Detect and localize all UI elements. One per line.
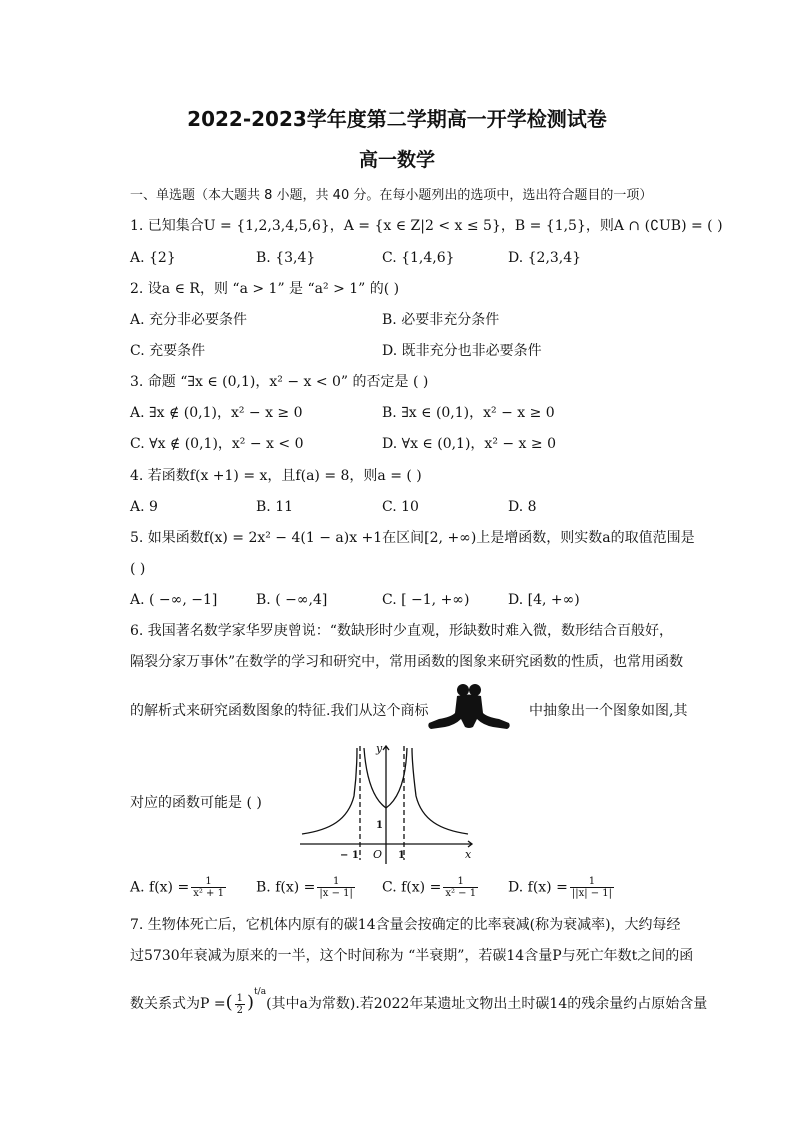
question-6-line-4: 对应的函数可能是 ( ) — [130, 795, 262, 811]
q2-option-d: D. 既非充分也非必要条件 — [382, 343, 542, 359]
tick-label-neg-one: − 1 — [340, 850, 359, 861]
question-4-stem: 4. 若函数f(x +1) = x，且f(a) = 8，则a = ( ) — [130, 468, 422, 484]
exam-title: 2022-2023学年度第二学期高一开学检测试卷 — [187, 107, 607, 131]
question-7-line-3: 数关系式为P =( $\frac{1}{2}$ )$^{t/a}$(其中a为常数).若2022年某遗址文物出土时碳14的残余量约占原始含量 — [130, 987, 708, 1016]
function-graph — [290, 740, 480, 866]
q5-option-a: A. ( −∞, −1] — [130, 592, 218, 608]
question-6-line-3a: 的解析式来研究函数图象的特征.我们从这个商标 — [130, 703, 429, 719]
exam-subject: 高一数学 — [358, 149, 435, 171]
curve-right-branch — [412, 748, 468, 834]
question-7-line-1: 7. 生物体死亡后，它机体内原有的碳14含量会按确定的比率衰减(称为衰减率)，大约每经 — [130, 917, 681, 933]
y-axis-label: y — [376, 742, 383, 755]
brand-logo-icon — [427, 683, 511, 733]
q3-option-b: B. ∃x ∈ (0,1)，x² − x ≥ 0 — [382, 405, 555, 421]
q1-option-d: D. {2,3,4} — [508, 250, 582, 266]
question-1-stem: 1. 已知集合U = {1,2,3,4,5,6}，A = {x ∈ Z|2 < x ≤ 5}，B = {1,5}，则A ∩ (∁UB) = ( ) — [130, 218, 723, 234]
q6-option-c: C. f(x) = $\frac{1}{\text{x² − 1}}$ — [382, 876, 477, 899]
question-2-stem: 2. 设a ∈ R，则 “a > 1” 是 “a² > 1” 的( ) — [130, 281, 400, 297]
q5-option-c: C. [ −1, +∞) — [382, 592, 470, 608]
q2-option-c: C. 充要条件 — [130, 343, 206, 359]
q1-option-a: A. {2} — [130, 250, 176, 266]
q4-option-b: B. 11 — [256, 499, 294, 515]
q3-option-d: D. ∀x ∈ (0,1)，x² − x ≥ 0 — [382, 436, 556, 452]
question-7-line-2: 过5730年衰减为原来的一半，这个时间称为 “半衰期”，若碳14含量P与死亡年数t之间的函 — [130, 948, 694, 964]
origin-label: O — [373, 848, 383, 861]
curve-left-branch — [302, 748, 357, 834]
q5-option-b: B. ( −∞,4] — [256, 592, 328, 608]
question-6-line-3b: 中抽象出一个图象如图,其 — [529, 703, 688, 719]
section-heading: 一、单选题（本大题共 8 小题，共 40 分。在每小题列出的选项中，选出符合题目的一项） — [130, 188, 653, 203]
x-axis-label: x — [465, 848, 472, 861]
question-6-line-1: 6. 我国著名数学家华罗庚曾说：“数缺形时少直观，形缺数时难入微，数形结合百般好， — [130, 623, 673, 639]
q1-option-c: C. {1,4,6} — [382, 250, 455, 266]
question-5-stem: 5. 如果函数f(x) = 2x² − 4(1 − a)x +1在区间[2, +∞)上是增函数，则实数a的取值范围是 — [130, 530, 695, 546]
q4-option-d: D. 8 — [508, 499, 537, 515]
q5-option-d: D. [4, +∞) — [508, 592, 580, 608]
q6-option-d: D. f(x) = $\frac{1}{||x| - 1|}$ — [508, 876, 613, 899]
question-3-stem: 3. 命题 “∃x ∈ (0,1)，x² − x < 0” 的否定是 ( ) — [130, 374, 429, 390]
q3-option-c: C. ∀x ∉ (0,1)，x² − x < 0 — [130, 436, 304, 452]
q2-option-b: B. 必要非充分条件 — [382, 312, 500, 328]
question-5-stem-cont: ( ) — [130, 561, 146, 577]
q6-option-a: A. f(x) = $\frac{1}{\text{x² + 1}}$ — [130, 876, 224, 899]
q1-option-b: B. {3,4} — [256, 250, 316, 266]
tick-label-one: 1 — [398, 850, 405, 861]
q3-option-a: A. ∃x ∉ (0,1)，x² − x ≥ 0 — [130, 405, 303, 421]
question-6-line-2: 隔裂分家万事休”在数学的学习和研究中，常用函数的图象来研究函数的性质，也常用函数 — [130, 654, 684, 670]
q6-option-b: B. f(x) = $\frac{1}{|x - 1|}$ — [256, 876, 353, 899]
q4-option-a: A. 9 — [130, 499, 158, 515]
y-tick-label-one: 1 — [376, 820, 383, 831]
q2-option-a: A. 充分非必要条件 — [130, 312, 248, 328]
q4-option-c: C. 10 — [382, 499, 419, 515]
